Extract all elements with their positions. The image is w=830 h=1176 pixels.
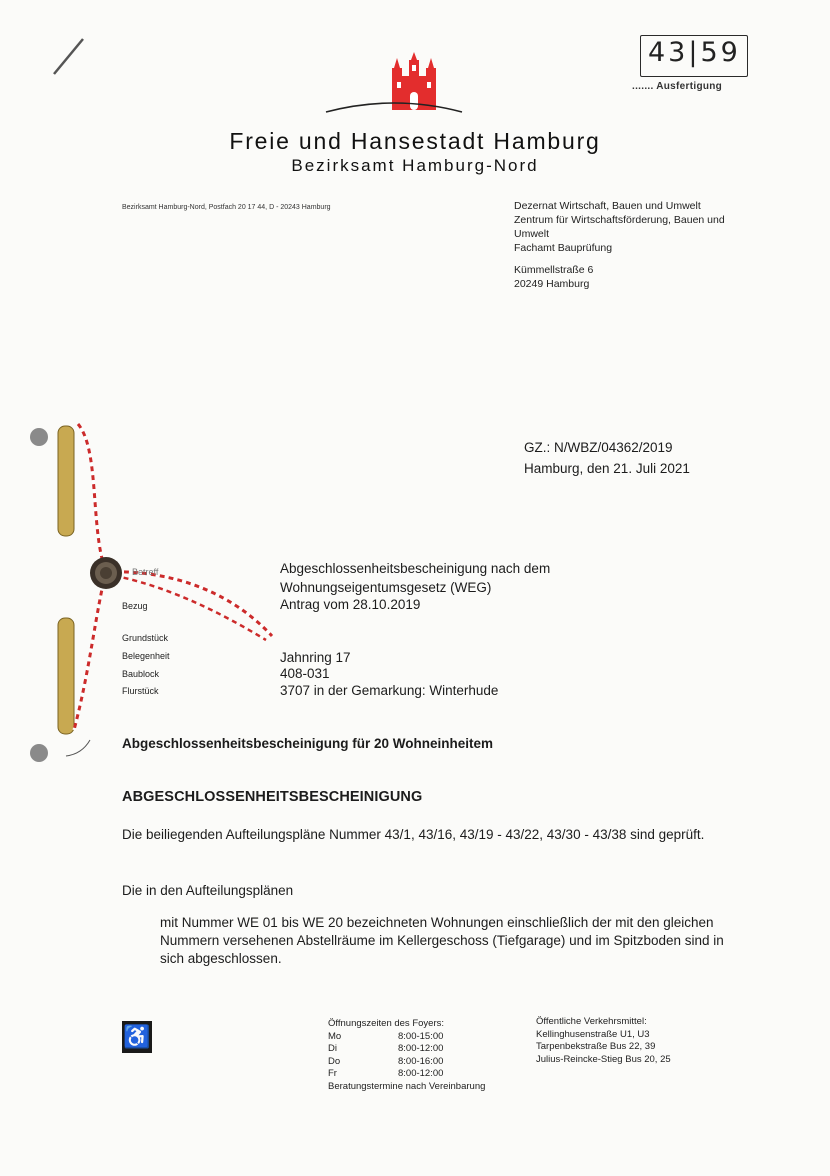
recipient-line: Zentrum für Wirtschaftsförderung, Bauen und [514, 214, 725, 226]
transit-line: Tarpenbekstraße Bus 22, 39 [536, 1041, 656, 1052]
document-date: Hamburg, den 21. Juli 2021 [524, 461, 690, 476]
betreff-value-line1: Abgeschlossenheitsbescheinigung nach dem [280, 561, 551, 576]
bezug-label: Bezug [122, 601, 148, 611]
hours-day: Fr [328, 1068, 337, 1079]
opening-hours [328, 1018, 485, 1093]
authority-title: Freie und Hansestadt Hamburg [229, 128, 601, 154]
copy-stamp-caption: ....... Ausfertigung [632, 81, 723, 92]
body-paragraph-plans: Die beiliegenden Aufteilungspläne Nummer 43/1, 43/16, 43/19 - 43/22, 43/30 - 43/38 sind geprüft. [122, 827, 705, 842]
transit-line: Kellinghusenstraße U1, U3 [536, 1028, 650, 1040]
copy-stamp-number: 43|59 [648, 37, 741, 68]
baublock-label: Baublock [122, 669, 160, 679]
logo-wave-line [324, 96, 464, 118]
certificate-heading: Abgeschlossenheitsbescheinigung für 20 Wohneinheitem [122, 736, 494, 751]
baublock-value: 408-031 [280, 666, 330, 681]
wheelchair-icon: ♿ [122, 1021, 152, 1053]
certificate-title: ABGESCHLOSSENHEITSBESCHEINIGUNG [122, 789, 423, 805]
file-reference: GZ.: N/WBZ/04362/2019 [524, 440, 673, 455]
recipient-city: 20249 Hamburg [514, 278, 590, 290]
pen-mark [50, 36, 86, 78]
hours-time: 8:00-15:00 [398, 1030, 444, 1042]
recipient-line: Umwelt [514, 228, 550, 240]
hours-day: Di [328, 1043, 337, 1054]
authority-subtitle: Bezirksamt Hamburg-Nord [291, 156, 539, 175]
opening-hours-row [328, 1068, 485, 1081]
recipient-address [514, 199, 774, 291]
hours-day: Mo [328, 1030, 342, 1042]
recipient-line: Fachamt Bauprüfung [514, 242, 613, 254]
hours-time: 8:00-12:00 [398, 1043, 444, 1054]
sender-address-line: Bezirksamt Hamburg-Nord, Postfach 20 17 44, D - 20243 Hamburg [122, 204, 331, 211]
body-paragraph-intro: Die in den Aufteilungsplänen [122, 883, 294, 898]
bezug-value: Antrag vom 28.10.2019 [280, 597, 421, 612]
belegenheit-value: Jahnring 17 [280, 650, 351, 665]
betreff-value-line2: Wohnungseigentumsgesetz (WEG) [280, 580, 492, 595]
flurstueck-label: Flurstück [122, 686, 159, 696]
belegenheit-label: Belegenheit [122, 651, 170, 661]
recipient-street: Kümmellstraße 6 [514, 264, 594, 276]
recipient-line: Dezernat Wirtschaft, Bauen und Umwelt [514, 200, 701, 212]
opening-hours-row [328, 1043, 485, 1056]
hours-time: 8:00-12:00 [398, 1068, 444, 1079]
transit-title: Öffentliche Verkehrsmittel: [536, 1016, 647, 1027]
opening-hours-title: Öffnungszeiten des Foyers: [328, 1018, 444, 1029]
opening-hours-row [328, 1031, 485, 1044]
hours-time: 8:00-16:00 [398, 1055, 444, 1067]
appointments-note: Beratungstermine nach Vereinbarung [328, 1080, 486, 1092]
body-paragraph-apartments: mit Nummer WE 01 bis WE 20 bezeichneten Wohnungen einschließlich der mit den gleichen Nummern versehenen Abstellräume im Kellergeschoss (Tiefgarage) und im Spitzboden sind in sich abgeschlossen. [160, 915, 724, 966]
grundstueck-label: Grundstück [122, 633, 169, 643]
opening-hours-row [328, 1056, 485, 1069]
flurstueck-value: 3707 in der Gemarkung: Winterhude [280, 683, 499, 698]
public-transport [536, 1016, 671, 1066]
betreff-label: Betreff [132, 567, 159, 577]
binder-string-icon [30, 410, 290, 770]
transit-line: Julius-Reincke-Stieg Bus 20, 25 [536, 1053, 671, 1065]
hours-day: Do [328, 1055, 341, 1067]
